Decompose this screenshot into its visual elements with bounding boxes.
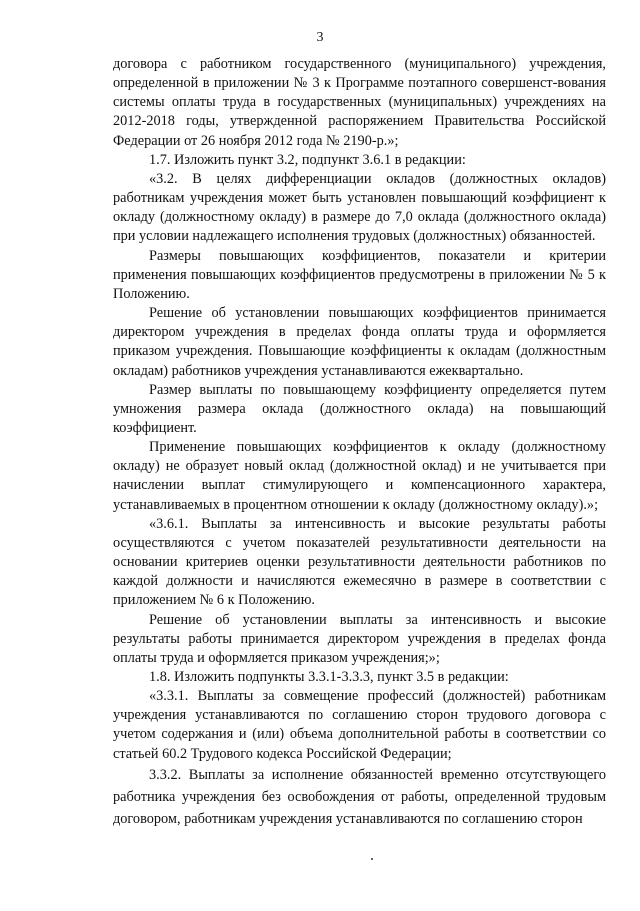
paragraph-item-1-8: 1.8. Изложить подпункты 3.3.1-3.3.3, пункт 3.5 в редакции: xyxy=(149,669,509,685)
paragraph-item-1-7: 1.7. Изложить пункт 3.2, подпункт 3.6.1 в редакции: xyxy=(149,151,466,168)
paragraph-coefficient-sizes: Размеры повышающих коэффициентов, показатели и критерии применения повышающих коэффициентов предусмотрены в приложении № 5 к Положению. xyxy=(113,247,606,302)
paragraph-clause-3-3-2: 3.3.2. Выплаты за исполнение обязанностей временно отсутствующего работника учреждения без освобождения от работы, определенной трудовым договором, работникам учреждения устанавливаются по соглашению сторон xyxy=(113,766,606,827)
paragraph-contract-continuation: договора с работником государственного (муниципального) учреждения, определенной в приложении № 3 к Программе поэтапного совершенст-вования системы оплаты труда в государственных (муниципальных) учреждениях на 2012-2018 годы, утвержденной распоряжением Правительства Российской Федерации от 26 ноября 2012 года № 2190-р.»; xyxy=(113,56,606,149)
paragraph-clause-3-2: «3.2. В целях дифференциации окладов (должностных окладов) работникам учреждения может быть установлен повышающий коэффициент к окладу (должностному окладу) в размере до 7,0 оклада (должностного оклада) при условии надлежащего исполнения трудовых (должностных) обязанностей. xyxy=(113,170,606,245)
page-number: 3 xyxy=(316,30,324,45)
document-body xyxy=(113,55,606,830)
scan-mark xyxy=(371,858,373,860)
paragraph-coefficient-decision: Решение об установлении повышающих коэффициентов принимается директором учреждения в пределах фонда оплаты труда и оформляется приказом учреждения. Повышающие коэффициенты к окладам (должностным окладам) работников учреждения устанавливаются ежеквартально. xyxy=(113,305,606,379)
paragraph-clause-3-3-1: «3.3.1. Выплаты за совмещение профессий (должностей) работникам учреждения устанавливаются по соглашению сторон трудового договора с учетом содержания и (или) объема дополнительной работы в соответствии со статьей 60.2 Трудового кодекса Российской Федерации; xyxy=(113,688,606,762)
paragraph-clause-3-6-1: «3.6.1. Выплаты за интенсивность и высокие результаты работы осуществляются с учетом показателей результативности деятельности на основании критериев оценки результативности деятельности работников по каждой должности и начисляются ежемесячно в размере в соответствии с приложением № 6 к Положению. xyxy=(113,515,606,609)
paragraph-intensity-decision: Решение об установлении выплаты за интенсивность и высокие результаты работы принимается директором учреждения в пределах фонда оплаты труда и оформляется приказом учреждения;»; xyxy=(113,611,606,666)
paragraph-payment-amount: Размер выплаты по повышающему коэффициенту определяется путем умножения размера оклада (должностного оклада) на повышающий коэффициент. xyxy=(113,381,606,436)
paragraph-coefficient-application: Применение повышающих коэффициентов к окладу (должностному окладу) не образует новый оклад (должностной оклад) и не учитывается при начислении выплат стимулирующего и компенсационного характера, устанавливаемых в процентном отношении к окладу (должностному окладу).»; xyxy=(113,439,606,513)
